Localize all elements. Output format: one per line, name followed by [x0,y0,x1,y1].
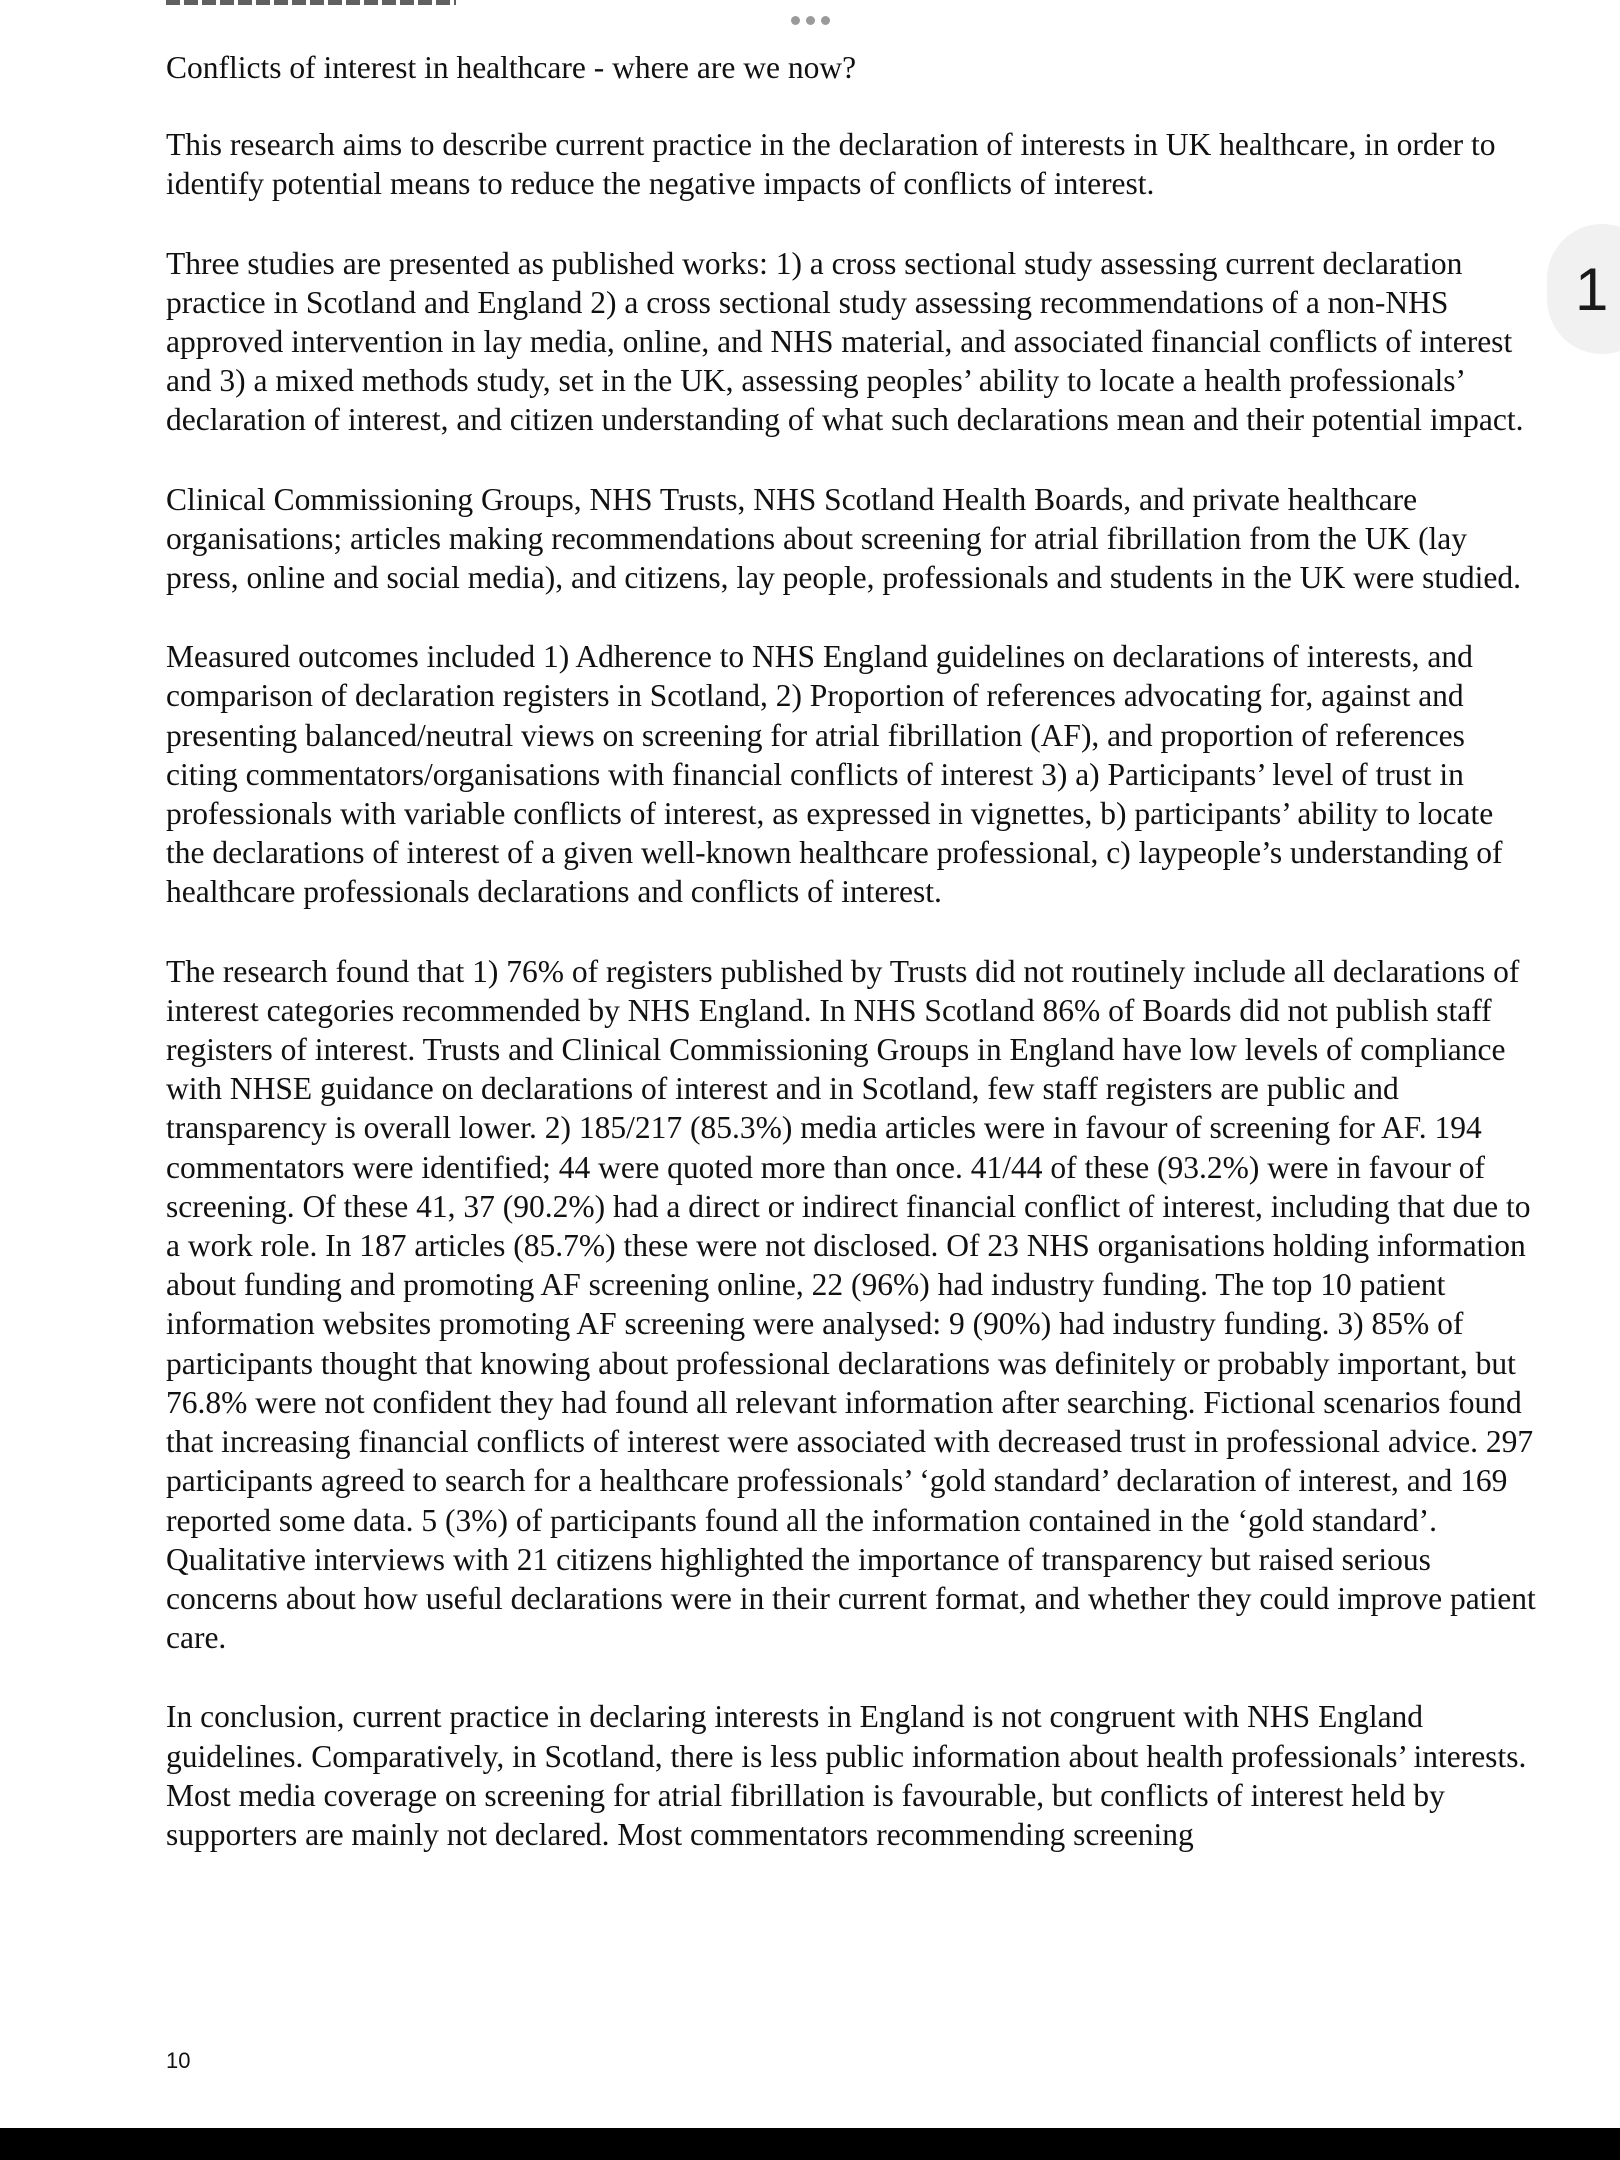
previous-page-text-cutoff [166,0,456,5]
paragraph-studies: Three studies are presented as published works: 1) a cross sectional study assessing current declaration practice in Scotland and England 2) a cross sectional study assessing recommendations of a non-NHS approved intervention in lay media, online, and NHS material, and associated financial conflicts of interest and 3) a mixed methods study, set in the UK, assessing peoples’ ability to locate a health professionals’ declaration of interest, and citizen understanding of what such declarations mean and their potential impact. [166,245,1524,438]
dot [821,16,830,25]
paragraph-conclusion: In conclusion, current practice in declaring interests in England is not congruent with NHS England guidelines. Comparatively, in Scotland, there is less public information about health professionals’ interests. Most media coverage on screening for atrial fibrillation is favourable, but conflicts of interest held by supporters are mainly not declared. Most commentators recommending screening [166,1699,1527,1852]
paragraph-results: The research found that 1) 76% of registers published by Trusts did not routinely include all declarations of interest categories recommended by NHS England. In NHS Scotland 86% of Boards did not publish staff registers of interest. Trusts and Clinical Commissioning Groups in England have low levels of compliance with NHSE guidance on declarations of interest and in Scotland, few staff registers are public and transparency is overall lower. 2) 185/217 (85.3%) media articles were in favour of screening for AF. 194 commentators were identified; 44 were quoted more than once. 41/44 of these (93.2%) were in favour of screening. Of these 41, 37 (90.2%) had a direct or indirect financial conflict of interest, including that due to a work role. In 187 articles (85.7%) these were not disclosed. Of 23 NHS organisations holding information about funding and promoting AF screening online, 22 (96%) had industry funding. The top 10 patient information websites promoting AF screening were analysed: 9 (90%) had industry funding. 3) 85% of participants thought that knowing about professional declarations was definitely or probably important, but 76.8% were not confident they had found all relevant information after searching. Fictional scenarios found that increasing financial conflicts of interest were associated with decreased trust in professional advice. 297 participants agreed to search for a healthcare professionals’ ‘gold standard’ declaration of interest, and 169 reported some data. 5 (3%) of participants found all the information contained in the ‘gold standard’. Qualitative interviews with 21 citizens highlighted the importance of transparency but raised serious concerns about how useful declarations were in their current format, and whether they could improve patient care. [166,953,1536,1656]
page-number: 10 [166,2048,191,2073]
side-page-tab-label: 1 [1575,255,1609,323]
bottom-bar [0,2128,1620,2160]
dot [791,16,800,25]
side-page-tab[interactable] [1547,224,1620,354]
paragraph-outcomes: Measured outcomes included 1) Adherence to NHS England guidelines on declarations of interests, and comparison of declaration registers in Scotland, 2) Proportion of references advocating for, against and presenting balanced/neutral views on screening for atrial fibrillation (AF), and proportion of references citing commentators/organisations with financial conflicts of interest 3) a) Participants’ level of trust in professionals with variable conflicts of interest, as expressed in vignettes, b) participants’ ability to locate the declarations of interest of a given well-known healthcare professional, c) laypeople’s understanding of healthcare professionals declarations and conflicts of interest. [166,639,1503,910]
document-title: Conflicts of interest in healthcare - where are we now? [166,50,857,85]
more-horizontal-icon[interactable] [785,12,835,28]
paragraph-aims: This research aims to describe current practice in the declaration of interests in UK healthcare, in order to identify potential means to reduce the negative impacts of conflicts of interest. [166,127,1496,202]
paragraph-population: Clinical Commissioning Groups, NHS Trusts, NHS Scotland Health Boards, and private healthcare organisations; articles making recommendations about screening for atrial fibrillation from the UK (lay press, online and social media), and citizens, lay people, professionals and students in the UK were studied. [166,481,1522,596]
document-body [166,48,1536,1894]
dot [806,16,815,25]
